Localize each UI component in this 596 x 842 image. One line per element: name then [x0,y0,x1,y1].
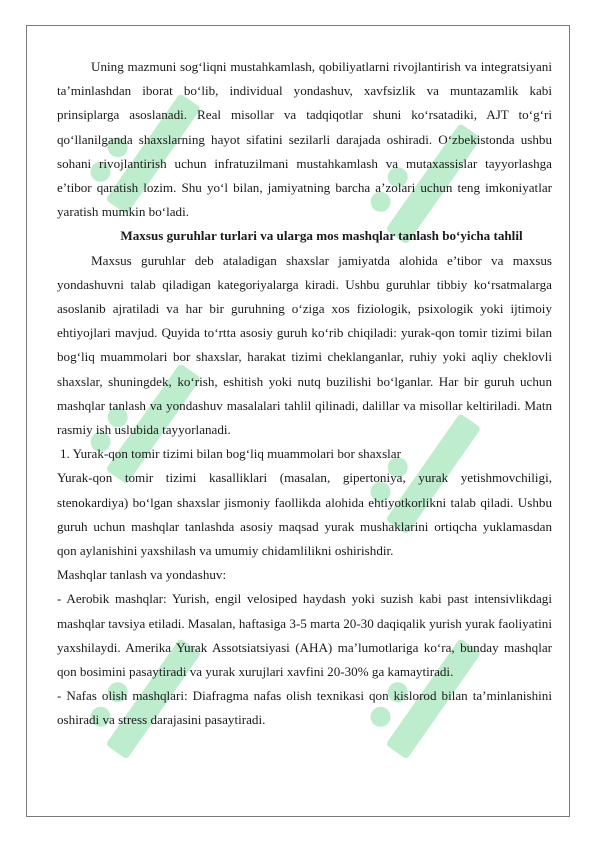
subsection-title: 1. Yurak-qon tomir tizimi bilan bog‘liq muammolari bor shaxslar [60,446,401,462]
document-body [57,55,552,733]
section-heading: Maxsus guruhlar turlari va ularga mos mashqlar tanlash bo‘yicha tahlil [120,228,523,244]
list-title: Mashqlar tanlash va yondashuv: [57,567,227,583]
intro-paragraph: Uning mazmuni sog‘liqni mustahkamlash, qobiliyatlarni rivojlantirish va integratsiyani ta’minlashdan iborat bo‘lib, individual yondashuv, xavfsizlik va muntazamlik kabi prinsiplarga asoslanadi. Real misollar va tadqiqotlar shuni ko‘rsatadiki, AJT to‘g‘ri qo‘llanilganda shaxslarning hayot sifatini sezilarli darajada oshiradi. O‘zbekistonda ushbu sohani rivojlantirish uchun infratuzilmani mustahkamlash va mutaxassislar tayyorlashga e’tibor qaratish lozim. Shu yo‘l bilan, jamiyatning barcha a’zolari uchun teng imkoniyatlar yaratish mumkin bo‘ladi. [57,59,552,220]
list-item: - Nafas olish mashqlari: Diafragma nafas olish texnikasi qon kislorod bilan ta’minlanishini oshiradi va stress darajasini pasaytiradi. [57,688,552,728]
cardio-paragraph: Yurak-qon tomir tizimi kasalliklari (masalan, gipertoniya, yurak yetishmovchiligi, stenokardiya) bo‘lgan shaxslar jismoniy faollikda alohida ehtiyotkorlikni talab qiladi. Ushbu guruh uchun mashqlar tanlashda asosiy maqsad yurak mushaklarini ortiqcha yuklamasdan qon aylanishini yaxshilash va umumiy chidamlilikni oshirishdir. [57,470,552,559]
list-item: - Aerobik mashqlar: Yurish, engil velosiped haydash yoki suzish kabi past intensivlikdagi mashqlar tavsiya etiladi. Masalan, haftasiga 3-5 marta 20-30 daqiqalik yurish yurak faoliyatini yaxshilaydi. Amerika Yurak Assotsiatsiyasi (AHA) ma’lumotlariga ko‘ra, bunday mashqlar qon bosimini pasaytiradi va yurak xurujlari xavfini 20-30% ga kamaytiradi. [57,591,552,680]
groups-paragraph: Maxsus guruhlar deb ataladigan shaxslar jamiyatda alohida e’tibor va maxsus yondashuvni talab qiladigan kategoriyalarga kiradi. Ushbu guruhlar tibbiy ko‘rsatmalarga asoslanib ajratiladi va har bir guruhning o‘ziga xos fiziologik, psixologik yoki ijtimoiy ehtiyojlari mavjud. Quyida to‘rtta asosiy guruh ko‘rib chiqiladi: yurak-qon tomir tizimi bilan bog‘liq muammolari bor shaxslar, harakat tizimi cheklanganlar, ruhiy yoki aqliy cheklovli shaxslar, shuningdek, ko‘rish, eshitish yoki nutq buzilishi bo‘lganlar. Har bir guruh uchun mashqlar tanlash va yondashuv masalalari tahlil qilinadi, dalillar va misollar keltiriladi. Matn rasmiy ish uslubida tayyorlanadi. [57,252,552,438]
